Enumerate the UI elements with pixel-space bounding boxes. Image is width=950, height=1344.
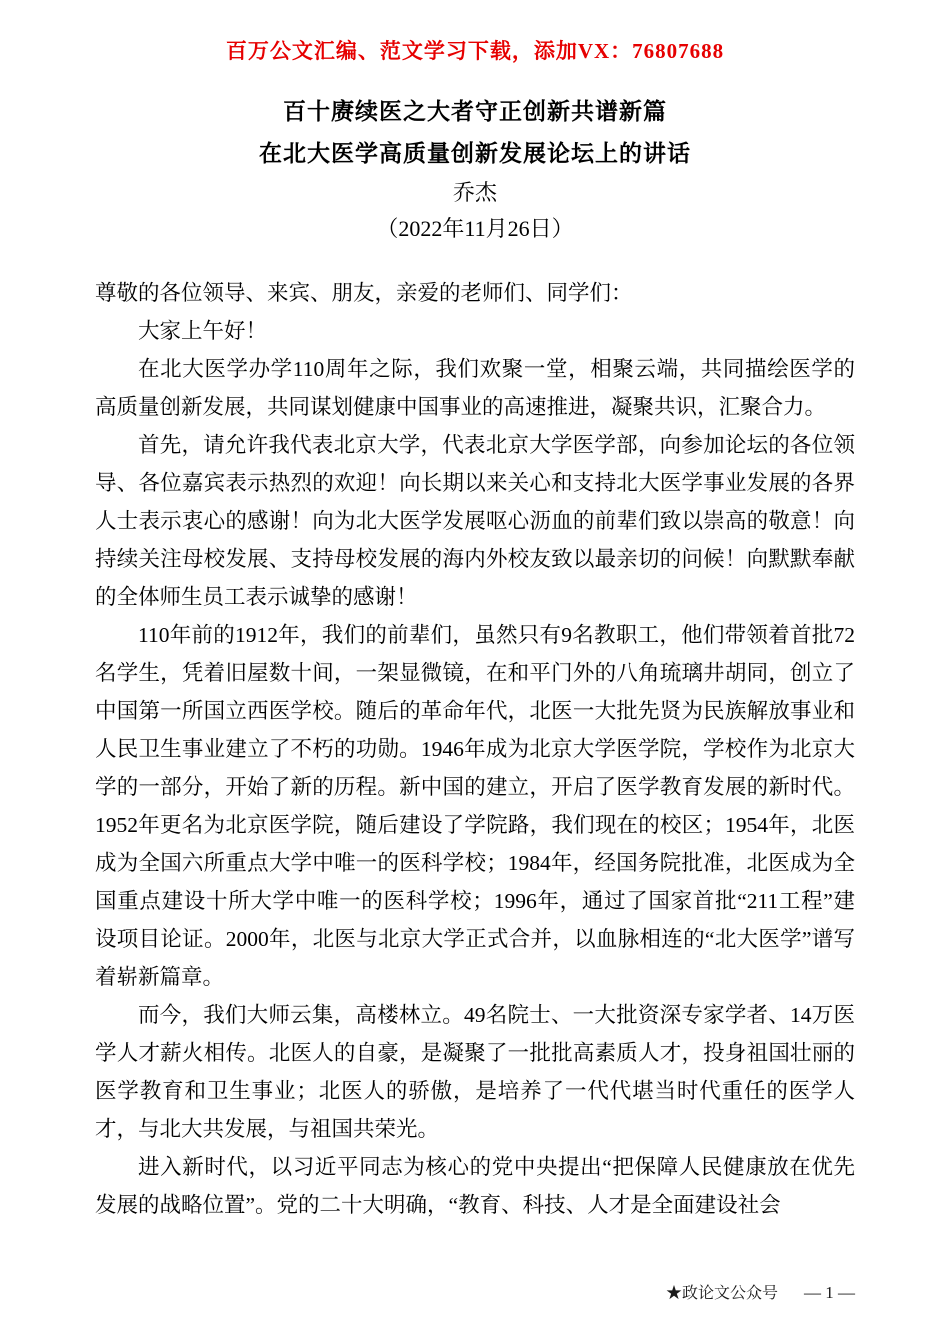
document-title: 百十赓续医之大者守正创新共谱新篇 [283, 99, 667, 124]
paragraph: 110年前的1912年，我们的前辈们，虽然只有9名教职工，他们带领着首批72名学生，凭着旧屋数十间，一架显微镜，在和平门外的八角琉璃井胡同，创立了中国第一所国立西医学校。随后的革命年代，北医一大批先贤为民族解放事业和人民卫生事业建立了不朽的功勋。1946年成为北京大学医学院，学校作为北京大学的一部分，开始了新的历程。新中国的建立，开启了医学教育发展的新时代。1952年更名为北京医学院，随后建设了学院路，我们现在的校区；1954年，北医成为全国六所重点大学中唯一的医科学校；1984年，经国务院批准，北医成为全国重点建设十所大学中唯一的医科学校；1996年，通过了国家首批“211工程”建设项目论证。2000年，北医与北京大学正式合并，以血脉相连的“北大医学”谱写着崭新篇章。 [95, 623, 855, 989]
paragraph: 尊敬的各位领导、来宾、朋友，亲爱的老师们、同学们： [95, 281, 633, 305]
promo-notice: 百万公文汇编、范文学习下载，添加VX：76807688 [225, 39, 725, 63]
page-footer [666, 1283, 855, 1304]
document-subtitle: 在北大医学高质量创新发展论坛上的讲话 [259, 141, 691, 166]
footer-account-label: ★政论文公众号 [665, 1285, 778, 1302]
paragraph: 在北大医学办学110周年之际，我们欢聚一堂，相聚云端，共同描绘医学的高质量创新发展，共同谋划健康中国事业的高速推进，凝聚共识，汇聚合力。 [95, 357, 855, 419]
document-body [95, 274, 855, 1224]
paragraph: 首先，请允许我代表北京大学，代表北京大学医学部，向参加论坛的各位领导、各位嘉宾表示热烈的欢迎！向长期以来关心和支持北大医学事业发展的各界人士表示衷心的感谢！向为北大医学发展呕心沥血的前辈们致以崇高的敬意！向持续关注母校发展、支持母校发展的海内外校友致以最亲切的问候！向默默奉献的全体师生员工表示诚挚的感谢！ [95, 433, 855, 609]
paragraph: 而今，我们大师云集，高楼林立。49名院士、一大批资深专家学者、14万医学人才薪火相传。北医人的自豪，是凝聚了一批批高素质人才，投身祖国壮丽的医学教育和卫生事业；北医人的骄傲，是培养了一代代堪当时代重任的医学人才，与北大共发展，与祖国共荣光。 [95, 1003, 855, 1141]
document-author: 乔杰 [452, 180, 497, 205]
document-date: （2022年11月26日） [376, 216, 574, 241]
paragraph: 大家上午好！ [138, 319, 268, 343]
footer-page-number: — 1 — [804, 1283, 855, 1302]
paragraph: 进入新时代，以习近平同志为核心的党中央提出“把保障人民健康放在优先发展的战略位置”。党的二十大明确，“教育、科技、人才是全面建设社会 [95, 1155, 855, 1217]
